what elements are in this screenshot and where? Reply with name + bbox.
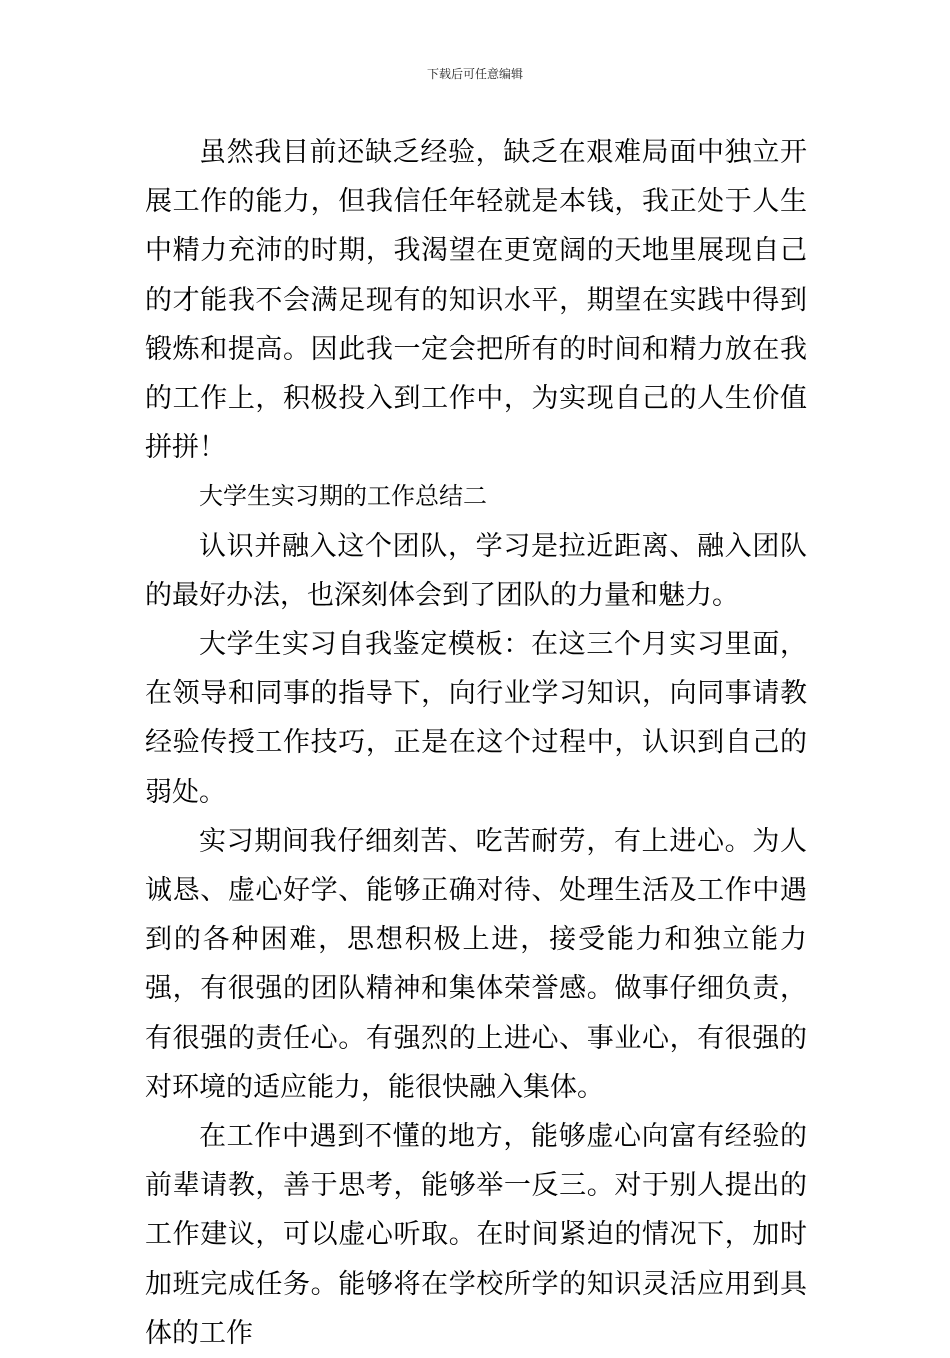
section-heading: 大学生实习期的工作总结二 <box>199 482 487 511</box>
paragraph-1: 虽然我目前还缺乏经验，缺乏在艰难局面中独立开展工作的能力，但我信任年轻就是本钱，我正处于人生中精力充沛的时期，我渴望在更宽阔的天地里展现自己的才能我不会满足现有的知识水平，期望在实践中得到锻炼和提高。因此我一定会把所有的时间和精力放在我的工作上，积极投入到工作中，为实现自己的人生价值拼拼！ <box>145 137 807 464</box>
paragraph-2: 认识并融入这个团队，学习是拉近距离、融入团队的最好办法，也深刻体会到了团队的力量和魅力。 <box>145 530 807 611</box>
paragraph-4: 实习期间我仔细刻苦、吃苦耐劳，有上进心。为人诚恳、虚心好学、能够正确对待、处理生活及工作中遇到的各种困难，思想积极上进，接受能力和独立能力强，有很强的团队精神和集体荣誉感。做事仔细负责，有很强的责任心。有强烈的上进心、事业心，有很强的对环境的适应能力，能很快融入集体。 <box>145 825 807 1103</box>
paragraph-5: 在工作中遇到不懂的地方，能够虚心向富有经验的前辈请教，善于思考，能够举一反三。对于别人提出的工作建议，可以虚心听取。在时间紧迫的情况下，加时加班完成任务。能够将在学校所学的知识灵活应用到具体的工作 <box>145 1121 807 1349</box>
paragraph-3: 大学生实习自我鉴定模板：在这三个月实习里面，在领导和同事的指导下，向行业学习知识，向同事请教经验传授工作技巧，正是在这个过程中，认识到自己的弱处。 <box>145 629 807 808</box>
page-header-note: 下载后可任意编辑 <box>426 67 523 81</box>
document-body <box>145 128 807 1358</box>
